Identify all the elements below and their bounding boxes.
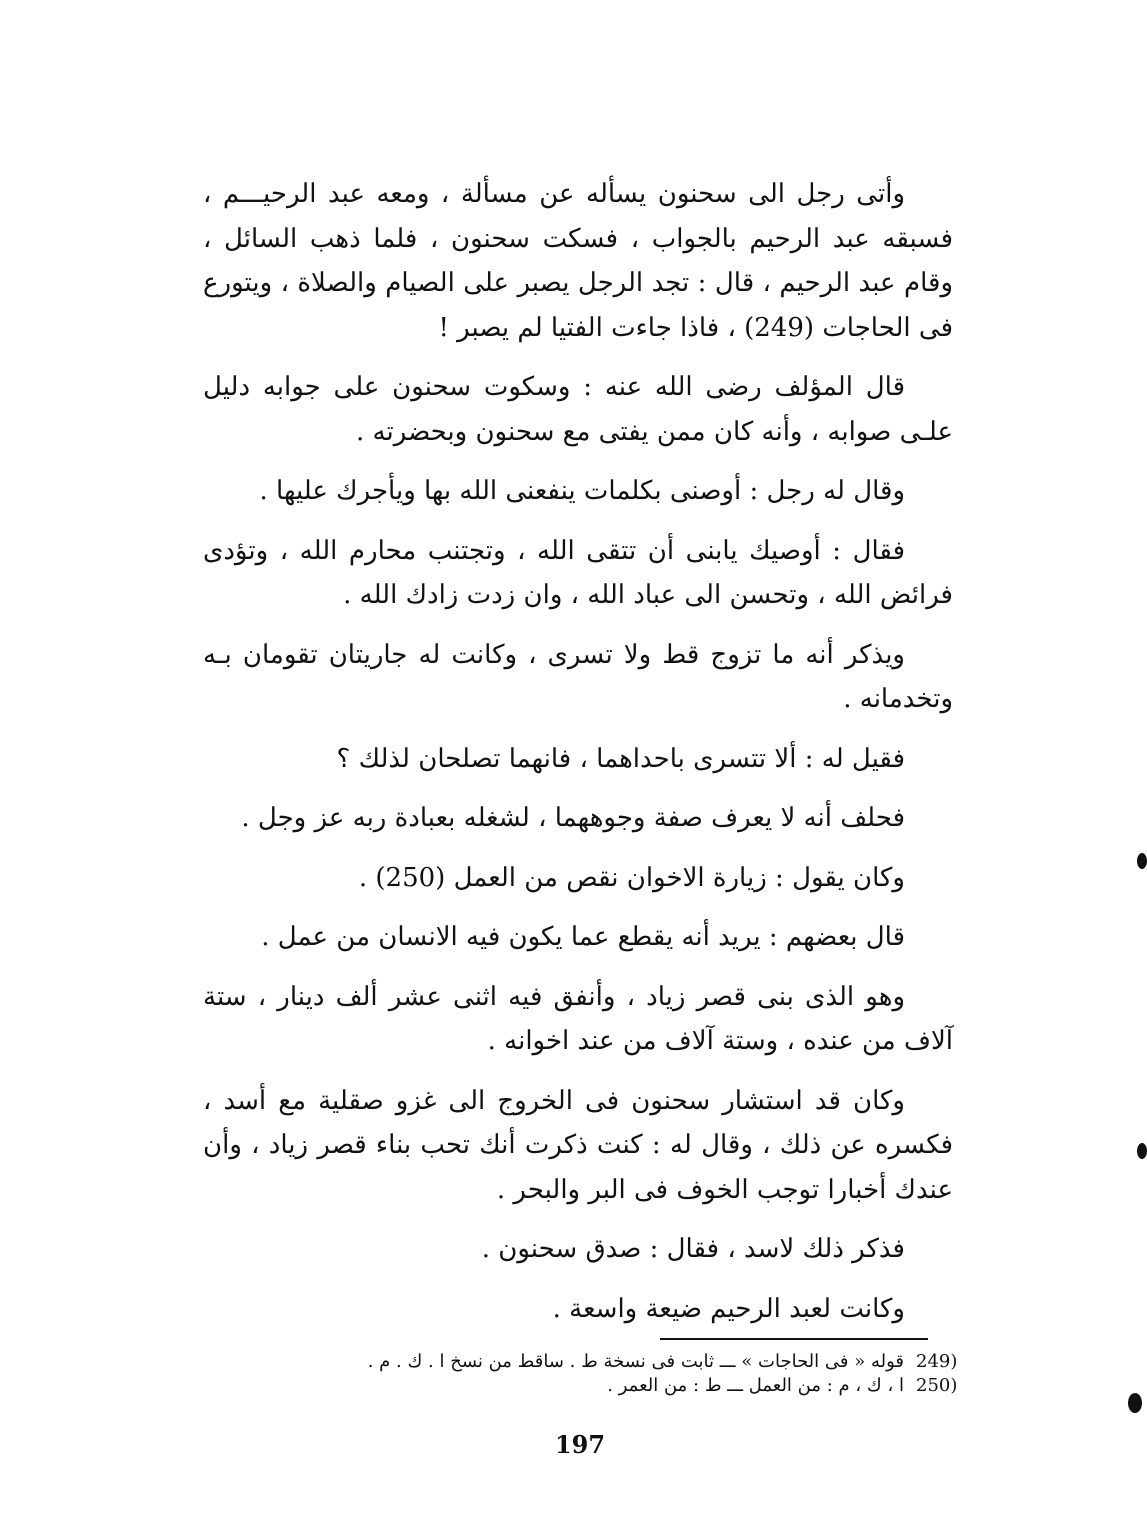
paragraph: وكانت لعبد الرحيم ضيعة واسعة . bbox=[552, 1293, 905, 1324]
paragraph: فحلف أنه لا يعرف صفة وجوههما ، لشغله بعبادة ربه عز وجل . bbox=[241, 803, 905, 833]
footnotes bbox=[240, 1350, 956, 1398]
footnote-text: قوله « فى الحاجات » ـــ ثابت فى نسخة ط . ساقط من نسخ ا . ك . م . bbox=[367, 1351, 904, 1372]
page-number: 197 bbox=[554, 1430, 606, 1459]
paragraph: فقال : أوصيك يابنى أن تتقى الله ، وتجتنب محارم الله ، وتؤدى فرائض الله ، وتحسن الى عباد الله ، وان زدت زادك الله . bbox=[203, 535, 953, 610]
margin-mark bbox=[1137, 1143, 1147, 1159]
paragraph: وهو الذى بنى قصر زياد ، وأنفق فيه اثنى عشر ألف دينار ، ستة آلاف من عنده ، وستة آلاف من عند اخوانه . bbox=[203, 981, 953, 1056]
margin-mark bbox=[1137, 853, 1147, 869]
paragraph: فقيل له : ألا تتسرى باحداهما ، فانهما تصلحان لذلك ؟ bbox=[336, 743, 905, 774]
footnote-text: ا ، ك ، م : من العمل ـــ ط : من العمر . bbox=[607, 1375, 904, 1396]
paragraph: وقال له رجل : أوصنى بكلمات ينفعنى الله بها ويأجرك عليها . bbox=[259, 476, 905, 506]
paragraph: وكان قد استشار سحنون فى الخروج الى غزو صقلية مع أسد ، فكسره عن ذلك ، وقال له : كنت ذكرت أنك تحب بناء قصر زياد ، وأن عندك أخبارا توجب الخوف فى البر والبحر . bbox=[203, 1085, 953, 1205]
footnote bbox=[240, 1350, 956, 1374]
paragraph: وأتى رجل الى سحنون يسأله عن مسألة ، ومعه عبد الرحيـــم ، فسبقه عبد الرحيم بالجواب ، فسكت سحنون ، فلما ذهب السائل ، وقام عبد الرحيم ، قال : تجد الرجل يصبر على الصيام والصلاة ، ويتورع فى الحاجات (249) ، فاذا جاءت الفتيا لم يصبر ! bbox=[203, 179, 953, 343]
paragraph: قال المؤلف رضى الله عنه : وسكوت سحنون على جوابه دليل علـى صوابه ، وأنه كان ممن يفتى مع سحنون وبحضرته . bbox=[203, 372, 953, 447]
main-text bbox=[203, 172, 953, 1346]
paragraph: وكان يقول : زيارة الاخوان نقص من العمل (250) . bbox=[358, 862, 905, 893]
footnote-number: 249) bbox=[916, 1351, 958, 1372]
paragraph: فذكر ذلك لاسد ، فقال : صدق سحنون . bbox=[481, 1234, 905, 1264]
footnote-number: 250) bbox=[916, 1375, 958, 1396]
footnote-separator bbox=[660, 1338, 928, 1340]
paragraph: قال بعضهم : يريد أنه يقطع عما يكون فيه الانسان من عمل . bbox=[261, 922, 905, 952]
paragraph: ويذكر أنه ما تزوج قط ولا تسرى ، وكانت له جاريتان تقومان بـه وتخدمانه . bbox=[203, 639, 953, 714]
margin-mark bbox=[1128, 1393, 1142, 1413]
footnote bbox=[240, 1374, 956, 1398]
